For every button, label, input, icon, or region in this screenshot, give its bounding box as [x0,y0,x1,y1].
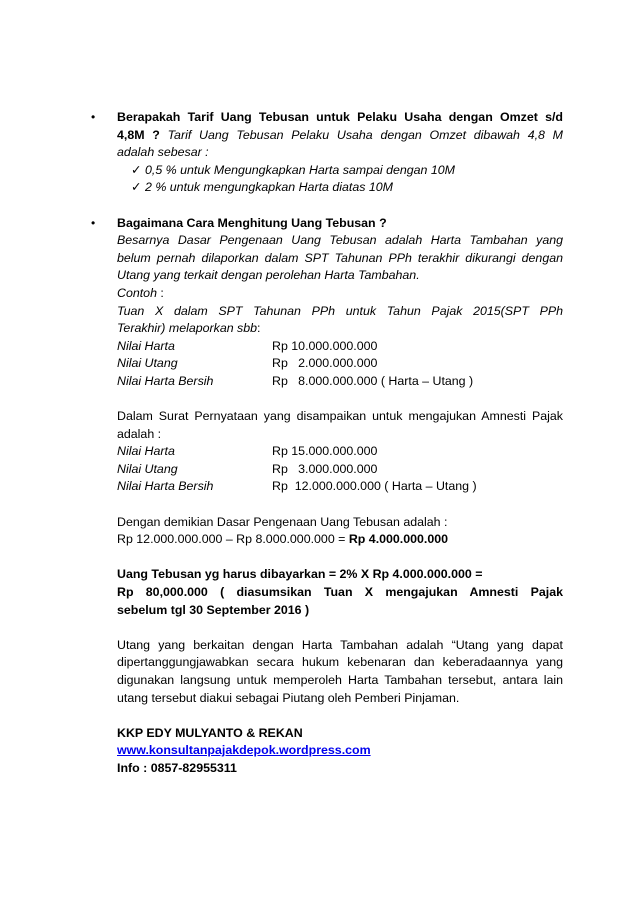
checkmark-icon: ✓ [131,162,142,177]
info-line: Info : 0857-82955311 [117,760,237,775]
checkmark-icon: ✓ [131,180,142,195]
surat-line: adalah : [117,426,162,441]
question-line-1: Berapakah Tarif Uang Tebusan untuk Pelaku Usaha dengan Omzet s/d [117,110,563,124]
answer-line-3: adalah sebesar : [117,145,209,160]
website-link[interactable]: www.konsultanpajakdepok.wordpress.com [117,743,371,758]
question-bold-end: 4,8M ? [117,127,160,142]
contoh-line: Contoh : [117,285,164,300]
table2-row: Nilai Harta Bersih Rp 12.000.000.000 ( Harta – Utang ) [117,479,477,494]
para-line: Utang yang terkait dengan perolehan Harta Tambahan. [117,268,420,283]
utang-line: dipertanggungjawabkan secara hukum kebenaran dan keberadaannya yang [117,655,563,670]
dengan-line: Dengan demikian Dasar Pengenaan Uang Tebusan adalah : [117,514,448,529]
bullet-icon: • [91,110,96,124]
table1-row: Nilai Utang Rp 2.000.000.000 [117,356,378,371]
question-line-2 [117,127,563,145]
check-item: ✓ 0,5 % untuk Mengungkapkan Harta sampai dengan 10M [117,162,563,180]
answer-start: Tarif Uang Tebusan Pelaku Usaha dengan Omzet dibawah 4,8 M [159,127,563,142]
para-line: Besarnya Dasar Pengenaan Uang Tebusan adalah Harta Tambahan yang [117,233,563,248]
website-line [117,742,563,760]
section-tarif [91,109,563,197]
calc-line: Rp 12.000.000.000 – Rp 8.000.000.000 = Rp 4.000.000.000 [117,532,449,547]
calc-result: Rp 4.000.000.000 [348,532,449,547]
section-heading: Bagaimana Cara Menghitung Uang Tebusan ? [117,215,387,230]
uang-line: sebelum tgl 30 September 2016 ) [117,602,310,617]
bullet-icon: • [91,215,96,230]
document-content [91,109,563,778]
table1-row: Nilai Harta Rp 10.000.000.000 [117,338,378,353]
table2-row: Nilai Harta Rp 15.000.000.000 [117,444,378,459]
check-item: ✓ 2 % untuk mengungkapkan Harta diatas 10M [117,179,563,197]
table1-row: Nilai Harta Bersih Rp 8.000.000.000 ( Harta – Utang ) [117,373,474,388]
tuan-line: Tuan X dalam SPT Tahunan PPh untuk Tahun Pajak 2015(SPT PPh [117,303,563,318]
table2-row: Nilai Utang Rp 3.000.000.000 [117,461,378,476]
section-cara-menghitung [91,215,563,778]
tuan-line: Terakhir) melaporkan sbb: [117,321,261,336]
utang-line: utang tersebut diakui sebagai Piutang oleh Pemberi Pinjaman. [117,690,460,705]
uang-line: Uang Tebusan yg harus dibayarkan = 2% X Rp 4.000.000.000 = [117,567,483,582]
surat-line: Dalam Surat Pernyataan yang disampaikan untuk mengajukan Amnesti Pajak [117,409,563,424]
para-line: belum pernah dilaporkan dalam SPT Tahunan PPh terakhir dikurangi dengan [117,250,563,265]
utang-line: Utang yang berkaitan dengan Harta Tambahan adalah “Utang yang dapat [117,637,563,652]
firm-name: KKP EDY MULYANTO & REKAN [117,725,303,740]
uang-line: Rp 80,000.000 ( diasumsikan Tuan X mengajukan Amnesti Pajak [117,585,563,600]
utang-line: digunakan langsung untuk memperoleh Harta Tambahan tersebut, antara lain [117,673,563,687]
